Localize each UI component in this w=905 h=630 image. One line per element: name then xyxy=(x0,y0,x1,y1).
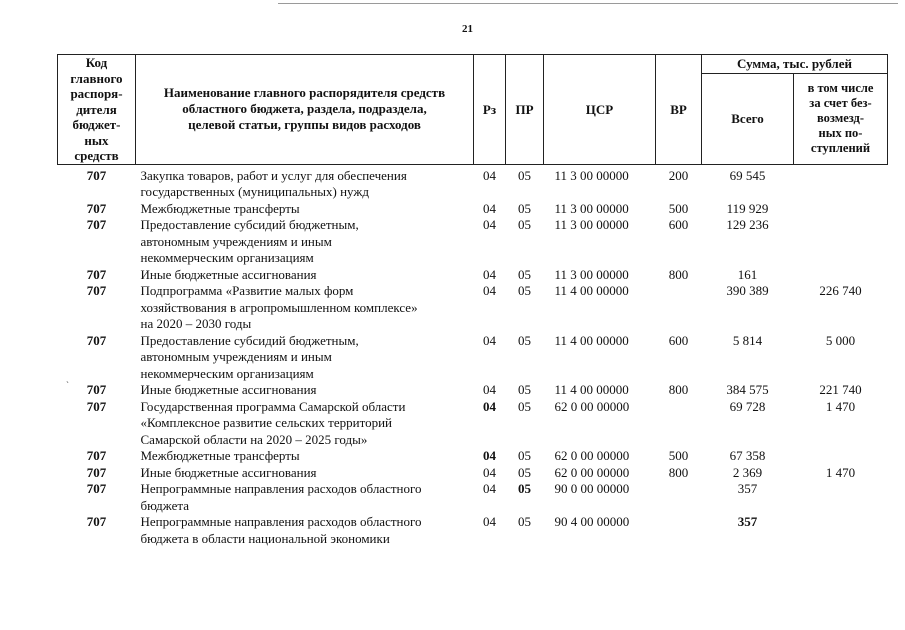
row-free xyxy=(794,267,888,284)
row-name xyxy=(136,164,474,201)
row-total: 119 929 xyxy=(726,200,769,216)
row-rz: 04 xyxy=(483,283,496,298)
row-total: 384 575 xyxy=(726,382,769,397)
header-rz: Рз xyxy=(474,55,506,165)
row-name-line: некоммерческим организациям xyxy=(140,365,314,381)
row-name-line: Иные бюджетные ассигнования xyxy=(140,266,317,282)
row-rz: 04 xyxy=(483,481,496,496)
row-pr: 05 xyxy=(518,481,531,496)
page-number: 21 xyxy=(462,23,473,35)
row-name xyxy=(136,481,474,514)
row-total: 357 xyxy=(737,481,758,496)
row-csr: 11 3 00 00000 xyxy=(554,167,629,183)
row-name-line: Межбюджетные трансферты xyxy=(140,200,300,216)
row-name xyxy=(136,382,474,399)
row-total: 5 814 xyxy=(732,332,763,348)
header-free-line: в том числе xyxy=(807,81,874,96)
row-code: 707 xyxy=(86,217,107,232)
table-header xyxy=(58,55,888,165)
table-row xyxy=(58,481,888,514)
row-free: 226 740 xyxy=(819,283,862,298)
row-pr: 05 xyxy=(518,167,531,183)
row-rz: 04 xyxy=(483,382,496,397)
table-row xyxy=(58,201,888,218)
row-name-line: автономным учреждениям и иным xyxy=(140,349,332,364)
row-pr: 05 xyxy=(518,283,531,298)
row-free: 1 470 xyxy=(825,398,856,414)
table-row xyxy=(58,465,888,482)
row-name-line: Подпрограмма «Развитие малых форм xyxy=(140,283,354,298)
header-code-line: бюджет- xyxy=(72,117,121,132)
row-name-line: бюджета xyxy=(140,497,189,513)
row-name-line: Закупка товаров, работ и услуг для обеспечения xyxy=(140,167,407,183)
row-vr: 800 xyxy=(668,464,689,480)
row-rz: 04 xyxy=(483,266,496,282)
row-name xyxy=(136,514,474,547)
top-rule xyxy=(278,3,898,4)
row-csr: 90 4 00 00000 xyxy=(554,514,630,529)
row-name-line: Непрограммные направления расходов областного xyxy=(140,481,422,496)
row-free xyxy=(794,217,888,267)
row-name-line: Межбюджетные трансферты xyxy=(140,448,300,463)
header-vr: ВР xyxy=(656,55,702,165)
row-name xyxy=(136,283,474,333)
table-row xyxy=(58,283,888,333)
row-pr: 05 xyxy=(518,200,531,216)
row-code: 707 xyxy=(86,514,107,529)
row-total: 67 358 xyxy=(729,448,766,463)
row-name-line: Самарской области на 2020 – 2025 годы» xyxy=(140,431,368,447)
header-name xyxy=(136,55,474,165)
row-csr: 62 0 00 00000 xyxy=(554,464,630,480)
row-name xyxy=(136,448,474,465)
row-vr: 500 xyxy=(668,448,689,463)
row-name-line: хозяйствования в агропромышленном комплексе» xyxy=(140,299,418,315)
row-vr xyxy=(656,514,702,547)
row-csr: 62 0 00 00000 xyxy=(554,448,630,463)
row-vr: 200 xyxy=(668,167,689,183)
row-rz: 04 xyxy=(483,167,496,183)
row-code: 707 xyxy=(86,283,107,298)
row-csr: 11 3 00 00000 xyxy=(554,217,629,232)
row-vr: 500 xyxy=(668,200,689,216)
row-name-line: бюджета в области национальной экономики xyxy=(140,530,390,546)
row-vr: 800 xyxy=(668,266,689,282)
row-code: 707 xyxy=(86,398,107,414)
row-total: 129 236 xyxy=(726,217,769,232)
header-name-line: Наименование главного распорядителя средств xyxy=(163,85,446,101)
row-csr: 11 3 00 00000 xyxy=(554,266,629,282)
row-rz: 04 xyxy=(483,200,496,216)
row-rz: 04 xyxy=(483,448,496,463)
row-total: 69 728 xyxy=(729,398,766,414)
row-code: 707 xyxy=(86,382,107,397)
header-free-line: за счет без- xyxy=(809,96,872,111)
row-total: 69 545 xyxy=(729,167,766,183)
table-body xyxy=(58,164,888,547)
row-name-line: Государственная программа Самарской области xyxy=(140,398,406,414)
header-name-line: целевой статьи, группы видов расходов xyxy=(188,117,421,133)
row-rz: 04 xyxy=(483,514,496,529)
row-free xyxy=(794,164,888,201)
header-sum: Сумма, тыс. рублей xyxy=(702,55,888,74)
row-pr: 05 xyxy=(518,266,531,282)
row-total: 161 xyxy=(737,266,758,282)
row-name xyxy=(136,201,474,218)
header-pr: ПР xyxy=(506,55,544,165)
row-name xyxy=(136,399,474,449)
row-name-line: Иные бюджетные ассигнования xyxy=(140,464,317,480)
row-rz: 04 xyxy=(483,217,496,232)
row-free: 1 470 xyxy=(825,464,856,480)
row-name-line: государственных (муниципальных) нужд xyxy=(140,184,369,199)
row-name xyxy=(136,217,474,267)
row-rz: 04 xyxy=(483,464,496,480)
row-code: 707 xyxy=(86,464,107,480)
header-csr: ЦСР xyxy=(544,55,656,165)
row-total: 2 369 xyxy=(732,464,763,480)
row-vr: 600 xyxy=(668,217,689,232)
row-name-line: Иные бюджетные ассигнования xyxy=(140,382,317,397)
row-vr xyxy=(656,283,702,333)
header-code-line: распоря- xyxy=(70,86,123,101)
header-free-line: ступлений xyxy=(810,141,871,156)
row-free xyxy=(794,448,888,465)
header-free xyxy=(794,74,888,165)
table-row xyxy=(58,399,888,449)
row-rz: 04 xyxy=(483,398,496,414)
header-code-line: средств xyxy=(74,148,119,163)
header-code-line: дителя xyxy=(76,101,117,117)
row-free: 5 000 xyxy=(825,332,856,348)
row-name-line: «Комплексное развитие сельских территорий xyxy=(140,415,393,430)
table-row xyxy=(58,217,888,267)
row-name xyxy=(136,465,474,482)
row-vr xyxy=(656,399,702,449)
row-vr: 600 xyxy=(668,332,689,348)
row-name-line: на 2020 – 2030 годы xyxy=(140,316,252,331)
row-code: 707 xyxy=(86,332,107,348)
row-pr: 05 xyxy=(518,382,531,397)
row-csr: 11 4 00 00000 xyxy=(554,382,629,397)
row-code: 707 xyxy=(86,167,107,183)
table-row xyxy=(58,164,888,201)
row-name-line: Предоставление субсидий бюджетным, xyxy=(140,332,359,348)
row-name-line: автономным учреждениям и иным xyxy=(140,233,332,249)
row-pr: 05 xyxy=(518,464,531,480)
header-code-line: Код xyxy=(85,55,108,70)
row-code: 707 xyxy=(86,481,107,496)
scan-mark: ` xyxy=(66,380,69,390)
row-csr: 11 4 00 00000 xyxy=(554,332,629,348)
row-name-line: Предоставление субсидий бюджетным, xyxy=(140,217,359,232)
row-free: 221 740 xyxy=(819,382,862,397)
row-csr: 62 0 00 00000 xyxy=(554,398,630,414)
row-code: 707 xyxy=(86,266,107,282)
header-code-line: главного xyxy=(70,70,123,86)
row-free xyxy=(794,514,888,547)
row-pr: 05 xyxy=(518,398,531,414)
header-code-line: ных xyxy=(84,132,109,148)
row-csr: 11 4 00 00000 xyxy=(554,283,629,298)
row-pr: 05 xyxy=(518,448,531,463)
row-total: 390 389 xyxy=(726,283,769,298)
row-csr: 11 3 00 00000 xyxy=(554,200,629,216)
row-code: 707 xyxy=(86,448,107,463)
row-csr: 90 0 00 00000 xyxy=(554,481,630,496)
row-vr: 800 xyxy=(668,382,689,397)
header-free-line: ных по- xyxy=(818,126,863,141)
table-row xyxy=(58,333,888,383)
row-pr: 05 xyxy=(518,514,531,529)
row-rz: 04 xyxy=(483,332,496,348)
table-row xyxy=(58,448,888,465)
row-name-line: некоммерческим организациям xyxy=(140,250,314,265)
row-pr: 05 xyxy=(518,332,531,348)
row-name xyxy=(136,333,474,383)
budget-table xyxy=(57,54,888,547)
row-code: 707 xyxy=(86,200,107,216)
row-free xyxy=(794,481,888,514)
header-name-line: областного бюджета, раздела, подраздела, xyxy=(182,101,427,117)
table-row xyxy=(58,382,888,399)
header-free-line: возмезд- xyxy=(816,111,865,126)
row-total: 357 xyxy=(737,514,758,529)
row-name-line: Непрограммные направления расходов областного xyxy=(140,514,422,529)
row-free xyxy=(794,201,888,218)
table-row xyxy=(58,267,888,284)
header-total: Всего xyxy=(702,74,794,165)
row-pr: 05 xyxy=(518,217,531,232)
table-row xyxy=(58,514,888,547)
row-vr xyxy=(656,481,702,514)
row-name xyxy=(136,267,474,284)
header-code xyxy=(58,55,136,165)
